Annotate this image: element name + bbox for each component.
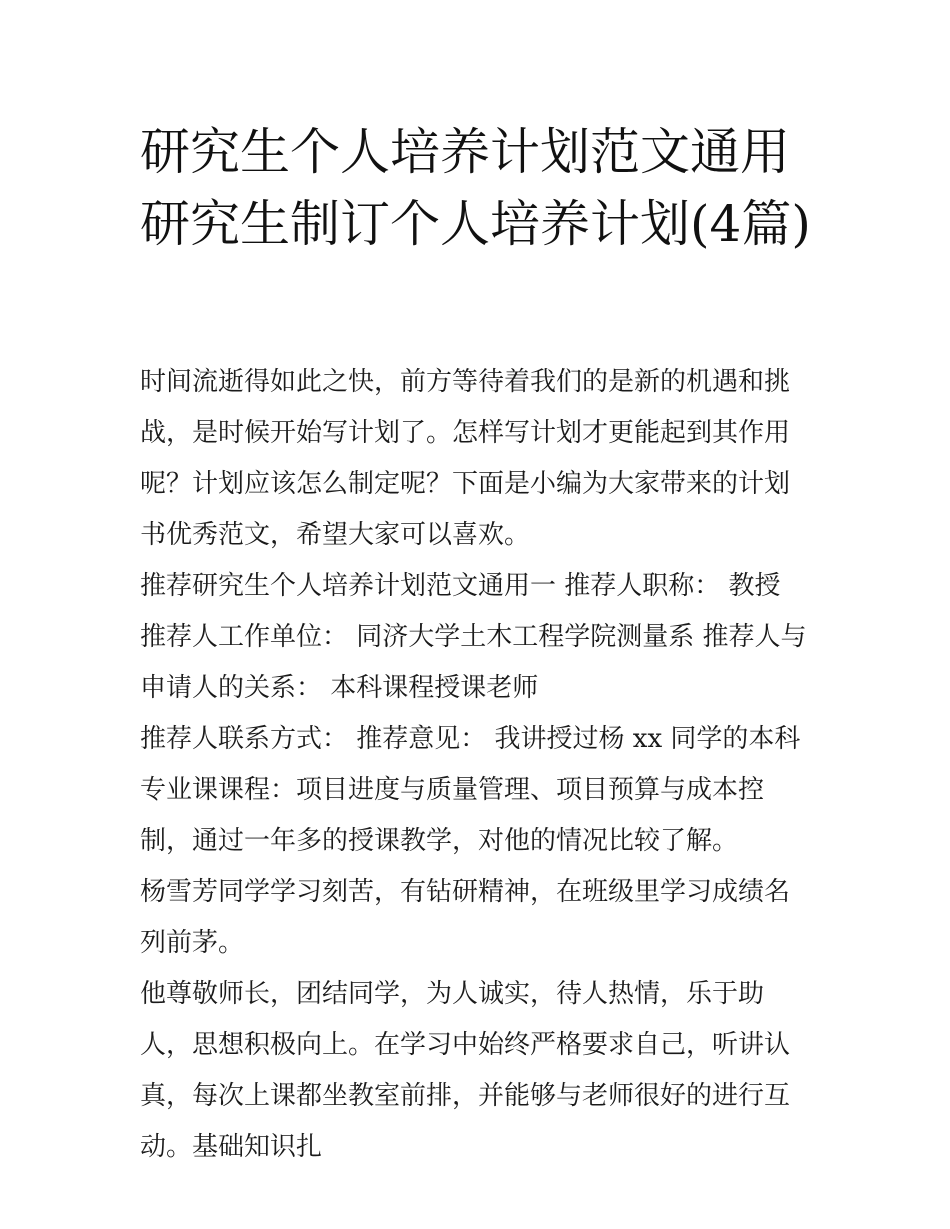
paragraph-recommender-info: 推荐研究生个人培养计划范文通用一 推荐人职称： 教授 推荐人工作单位： 同济大学土木工程学院测量系 推荐人与申请人的关系： 本科课程授课老师 xyxy=(140,571,807,703)
paragraph-study: 杨雪芳同学学习刻苦，有钻研精神，在班级里学习成绩名列前茅。 xyxy=(140,877,791,958)
paragraph-intro: 时间流逝得如此之快，前方等待着我们的是新的机遇和挑战，是时候开始写计划了。怎样写计划才更能起到其作用呢？计划应该怎么制定呢？下面是小编为大家带来的计划书优秀范文，希望大家可以喜欢。 xyxy=(140,367,791,550)
document-body xyxy=(140,357,812,1173)
paragraph-character: 他尊敬师长，团结同学，为人诚实，待人热情，乐于助人，思想积极向上。在学习中始终严格要求自己，听讲认真，每次上课都坐教室前排，并能够与老师很好的进行互动。基础知识扎 xyxy=(140,979,791,1162)
document-title: 研究生个人培养计划范文通用研究生制订个人培养计划(4篇) xyxy=(140,123,811,253)
paragraph-recommendation: 推荐人联系方式： 推荐意见： 我讲授过杨 xx 同学的本科专业课课程：项目进度与质量管理、项目预算与成本控制，通过一年多的授课教学，对他的情况比较了解。 xyxy=(140,724,801,856)
